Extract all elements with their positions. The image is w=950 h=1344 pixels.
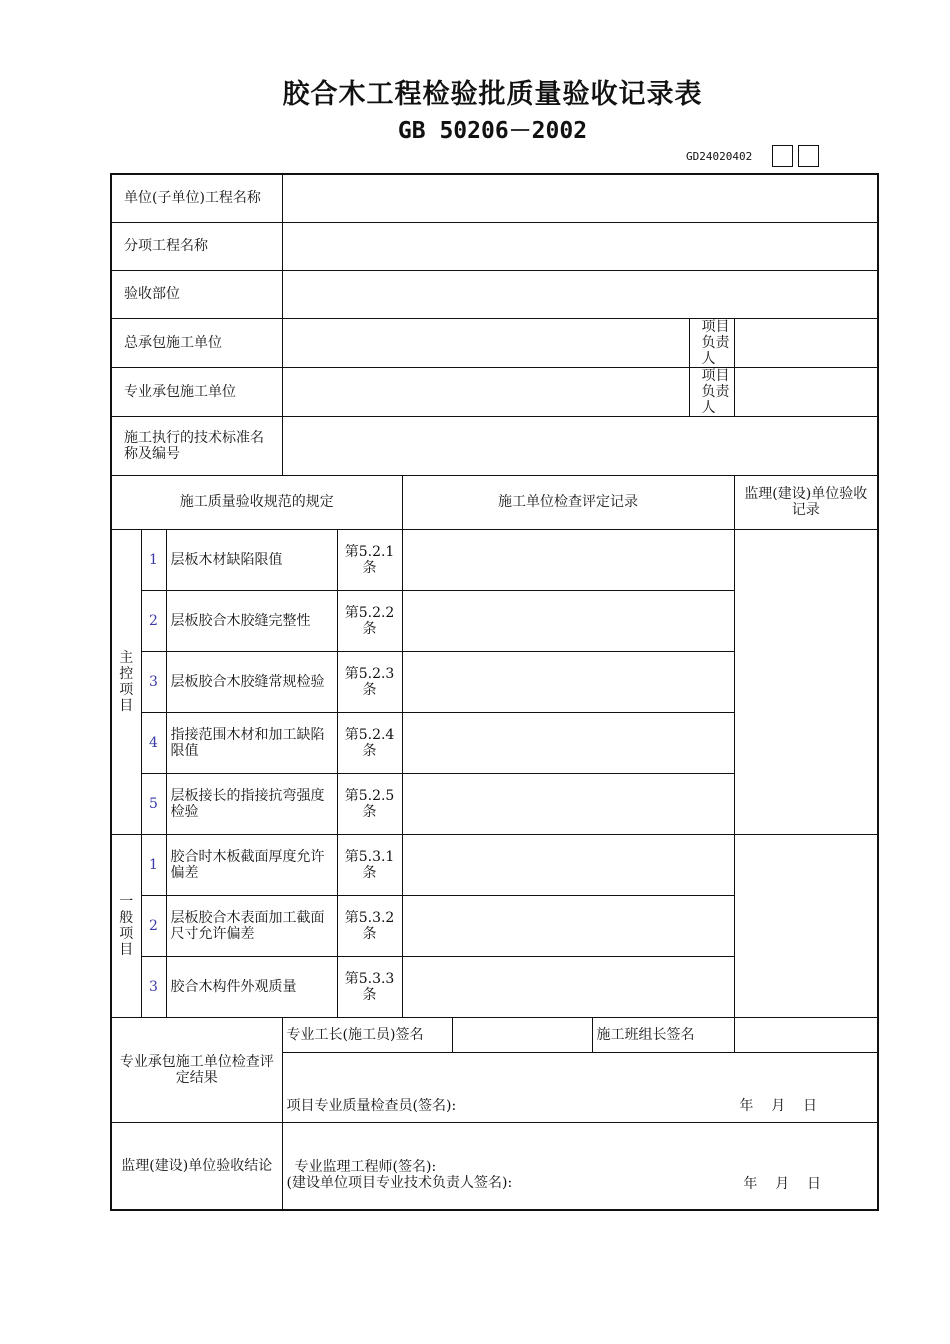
label-project-manager-2: 项目负责人 (689, 367, 734, 416)
label-supervision-conclusion: 监理(建设)单位验收结论 (111, 1122, 282, 1210)
item-clause: 第5.2.4条 (337, 712, 402, 773)
label-tech-standard: 施工执行的技术标准名称及编号 (111, 416, 282, 475)
item-description: 层板胶合木胶缝完整性 (166, 590, 337, 651)
item-clause: 第5.3.1条 (337, 834, 402, 895)
col-header-construction-record: 施工单位检查评定记录 (402, 475, 734, 529)
construction-record-cell[interactable] (402, 590, 734, 651)
field-tech-standard[interactable] (282, 416, 878, 475)
form-title: 胶合木工程检验批质量验收记录表 (282, 79, 703, 110)
code-box-2[interactable] (798, 145, 819, 167)
item-number: 2 (141, 590, 166, 651)
field-general-contractor[interactable] (282, 318, 689, 367)
date-line: 年 月 日 (739, 1097, 818, 1114)
supervision-record-main[interactable] (734, 529, 878, 834)
field-foreman-sign[interactable] (452, 1017, 592, 1052)
label-team-leader-sign: 施工班组长签名 (592, 1017, 734, 1052)
item-description: 胶合木构件外观质量 (166, 956, 337, 1017)
col-header-supervision-record: 监理(建设)单位验收记录 (734, 475, 878, 529)
item-number: 3 (141, 651, 166, 712)
supervision-sign-area[interactable] (282, 1122, 878, 1210)
construction-record-cell[interactable] (402, 956, 734, 1017)
item-clause: 第5.2.5条 (337, 773, 402, 834)
item-clause: 第5.2.1条 (337, 529, 402, 590)
inspection-form (110, 173, 879, 1211)
date-line: 年 月 日 (743, 1175, 822, 1192)
item-description: 层板接长的指接抗弯强度检验 (166, 773, 337, 834)
item-description: 胶合时木板截面厚度允许偏差 (166, 834, 337, 895)
general-label: 一 般 项 目 (111, 834, 141, 1017)
label-sub-item: 分项工程名称 (111, 222, 282, 270)
field-specialty-contractor[interactable] (282, 367, 689, 416)
item-number: 3 (141, 956, 166, 1017)
label-project-manager-1: 项目负责人 (689, 318, 734, 367)
item-number: 2 (141, 895, 166, 956)
label-owner-sign: (建设单位项目专业技术负责人签名): (286, 1174, 513, 1191)
label-foreman-sign: 专业工长(施工员)签名 (282, 1017, 452, 1052)
label-general-contractor: 总承包施工单位 (111, 318, 282, 367)
item-number: 4 (141, 712, 166, 773)
field-project-manager-2[interactable] (734, 367, 878, 416)
label-specialty-contractor: 专业承包施工单位 (111, 367, 282, 416)
construction-record-cell[interactable] (402, 712, 734, 773)
form-code: GD24020402 (686, 150, 753, 163)
item-clause: 第5.3.3条 (337, 956, 402, 1017)
inspector-sign-area[interactable] (282, 1052, 878, 1122)
item-number: 5 (141, 773, 166, 834)
label-acceptance-part: 验收部位 (111, 270, 282, 318)
label-inspector-sign: 项目专业质量检查员(签名): (286, 1097, 457, 1114)
construction-record-cell[interactable] (402, 834, 734, 895)
field-team-leader-sign[interactable] (734, 1017, 878, 1052)
label-engineer-sign: 专业监理工程师(签名): (294, 1158, 437, 1175)
main-control-label: 主 控 项 目 (111, 529, 141, 834)
field-sub-item[interactable] (282, 222, 878, 270)
construction-record-cell[interactable] (402, 529, 734, 590)
item-clause: 第5.3.2条 (337, 895, 402, 956)
item-description: 层板胶合木胶缝常规检验 (166, 651, 337, 712)
item-clause: 第5.2.3条 (337, 651, 402, 712)
construction-record-cell[interactable] (402, 773, 734, 834)
item-description: 层板木材缺陷限值 (166, 529, 337, 590)
label-contractor-result: 专业承包施工单位检查评定结果 (111, 1017, 282, 1122)
field-project-manager-1[interactable] (734, 318, 878, 367)
label-unit-project: 单位(子单位)工程名称 (111, 174, 282, 222)
item-description: 层板胶合木表面加工截面尺寸允许偏差 (166, 895, 337, 956)
construction-record-cell[interactable] (402, 895, 734, 956)
field-unit-project[interactable] (282, 174, 878, 222)
item-clause: 第5.2.2条 (337, 590, 402, 651)
col-header-spec: 施工质量验收规范的规定 (111, 475, 402, 529)
supervision-record-general[interactable] (734, 834, 878, 1017)
item-number: 1 (141, 529, 166, 590)
construction-record-cell[interactable] (402, 651, 734, 712)
standard-code: GB 50206－2002 (397, 118, 588, 144)
item-description: 指接范围木材和加工缺陷限值 (166, 712, 337, 773)
code-box-1[interactable] (772, 145, 793, 167)
field-acceptance-part[interactable] (282, 270, 878, 318)
item-number: 1 (141, 834, 166, 895)
